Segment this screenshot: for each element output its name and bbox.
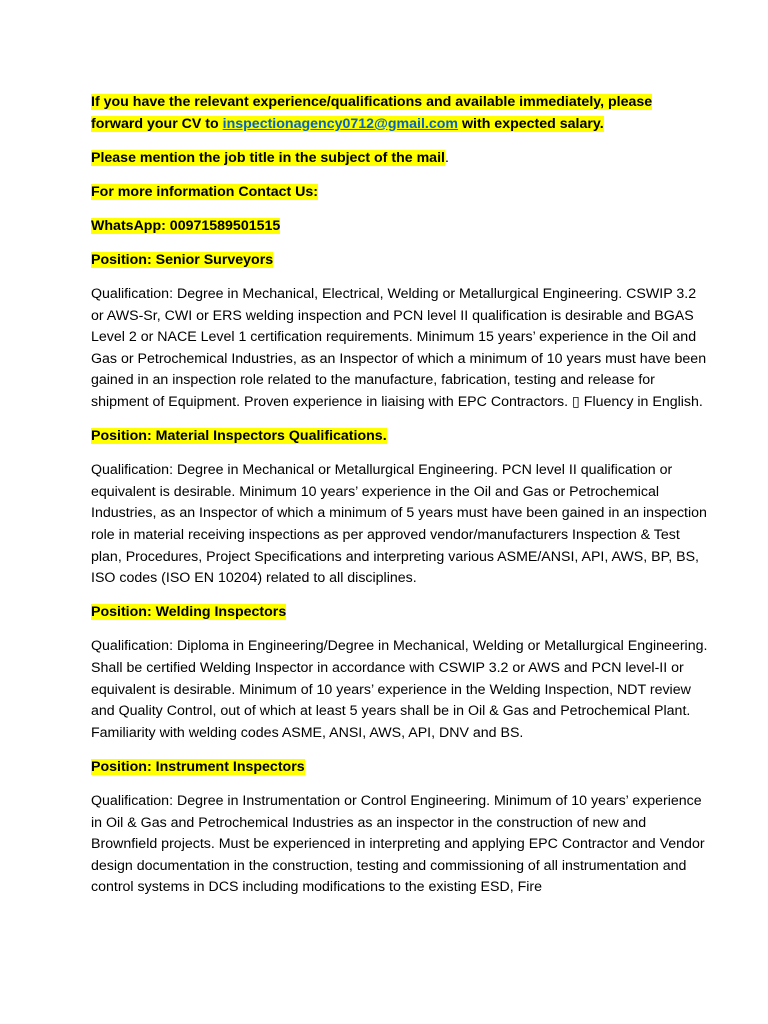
qualification-paragraph-0: Qualification: Degree in Mechanical, Electrical, Welding or Metallurgical Engineering. CSWIP 3.2 or AWS-Sr, CWI or ERS welding inspection and PCN level II qualification is desirable and BGAS Level 2 or NACE Level 1 certification requirements. Minimum 15 years’ experience in the Oil and Gas or Petrochemical Industries, as an Inspector of which a minimum of 10 years must have been gained in an inspection role related to the manufacture, fabrication, testing and release for shipment of Equipment. Proven experience in liaising with EPC Contractors. ▯ Fluency in English. (91, 286, 707, 411)
mention-suffix: . (444, 149, 449, 166)
intro-text-before: If you have the relevant experience/qualifications and available immediately, please forward your CV to (91, 94, 653, 132)
intro-text-after: with expected salary. (458, 115, 604, 132)
mention-text: Please mention the job title in the subject of the mail (91, 149, 445, 166)
qualification-paragraph-1: Qualification: Degree in Mechanical or Metallurgical Engineering. PCN level II qualification or equivalent is desirable. Minimum 10 years’ experience in the Oil and Gas or Petrochemical Industries, as an Inspector of which a minimum of 5 years must have been gained in an inspection role in material receiving inspections as per approved vendor/manufacturers Inspection & Test plan, Procedures, Project Specifications and interpreting various ASME/ANSI, API, AWS, BP, BS, ISO codes (ISO EN 10204) related to all disciplines. (91, 462, 707, 587)
intro-paragraph (91, 92, 708, 135)
position-title: Position: Instrument Inspectors (91, 758, 305, 775)
mention-paragraph (91, 148, 708, 170)
whatsapp-paragraph (91, 216, 708, 238)
qualification-paragraph-3: Qualification: Degree in Instrumentation or Control Engineering. Minimum of 10 years’ experience in Oil & Gas and Petrochemical Industries as an inspector in the construction of new and Brownfield projects. Must be experienced in interpreting and applying EPC Contractor and Vendor design documentation in the construction, testing and commissioning of all instrumentation and control systems in DCS including modifications to the existing ESD, Fire (91, 792, 705, 896)
qualification-paragraph-2: Qualification: Diploma in Engineering/Degree in Mechanical, Welding or Metallurgical Engineering. Shall be certified Welding Inspector in accordance with CSWIP 3.2 or AWS and PCN level-II or equivalent is desirable. Minimum of 10 years’ experience in the Welding Inspection, NDT review and Quality Control, out of which at least 5 years shall be in Oil & Gas and Petrochemical Plant. Familiarity with welding codes ASME, ANSI, AWS, API, DNV and BS. (91, 638, 708, 741)
position-heading-1 (91, 426, 708, 448)
position-title: Position: Senior Surveyors (91, 251, 274, 268)
position-heading-0 (91, 250, 708, 272)
contact-heading-paragraph (91, 182, 708, 204)
contact-heading: For more information Contact Us: (91, 183, 319, 200)
position-title: Position: Material Inspectors Qualifications. (91, 428, 387, 445)
email-link[interactable]: inspectionagency0712@gmail.com (222, 115, 459, 132)
position-heading-3 (91, 757, 708, 779)
whatsapp-number: WhatsApp: 00971589501515 (91, 217, 281, 234)
position-heading-2 (91, 602, 708, 624)
intro-highlight (91, 94, 652, 132)
position-title: Position: Welding Inspectors (91, 604, 287, 621)
